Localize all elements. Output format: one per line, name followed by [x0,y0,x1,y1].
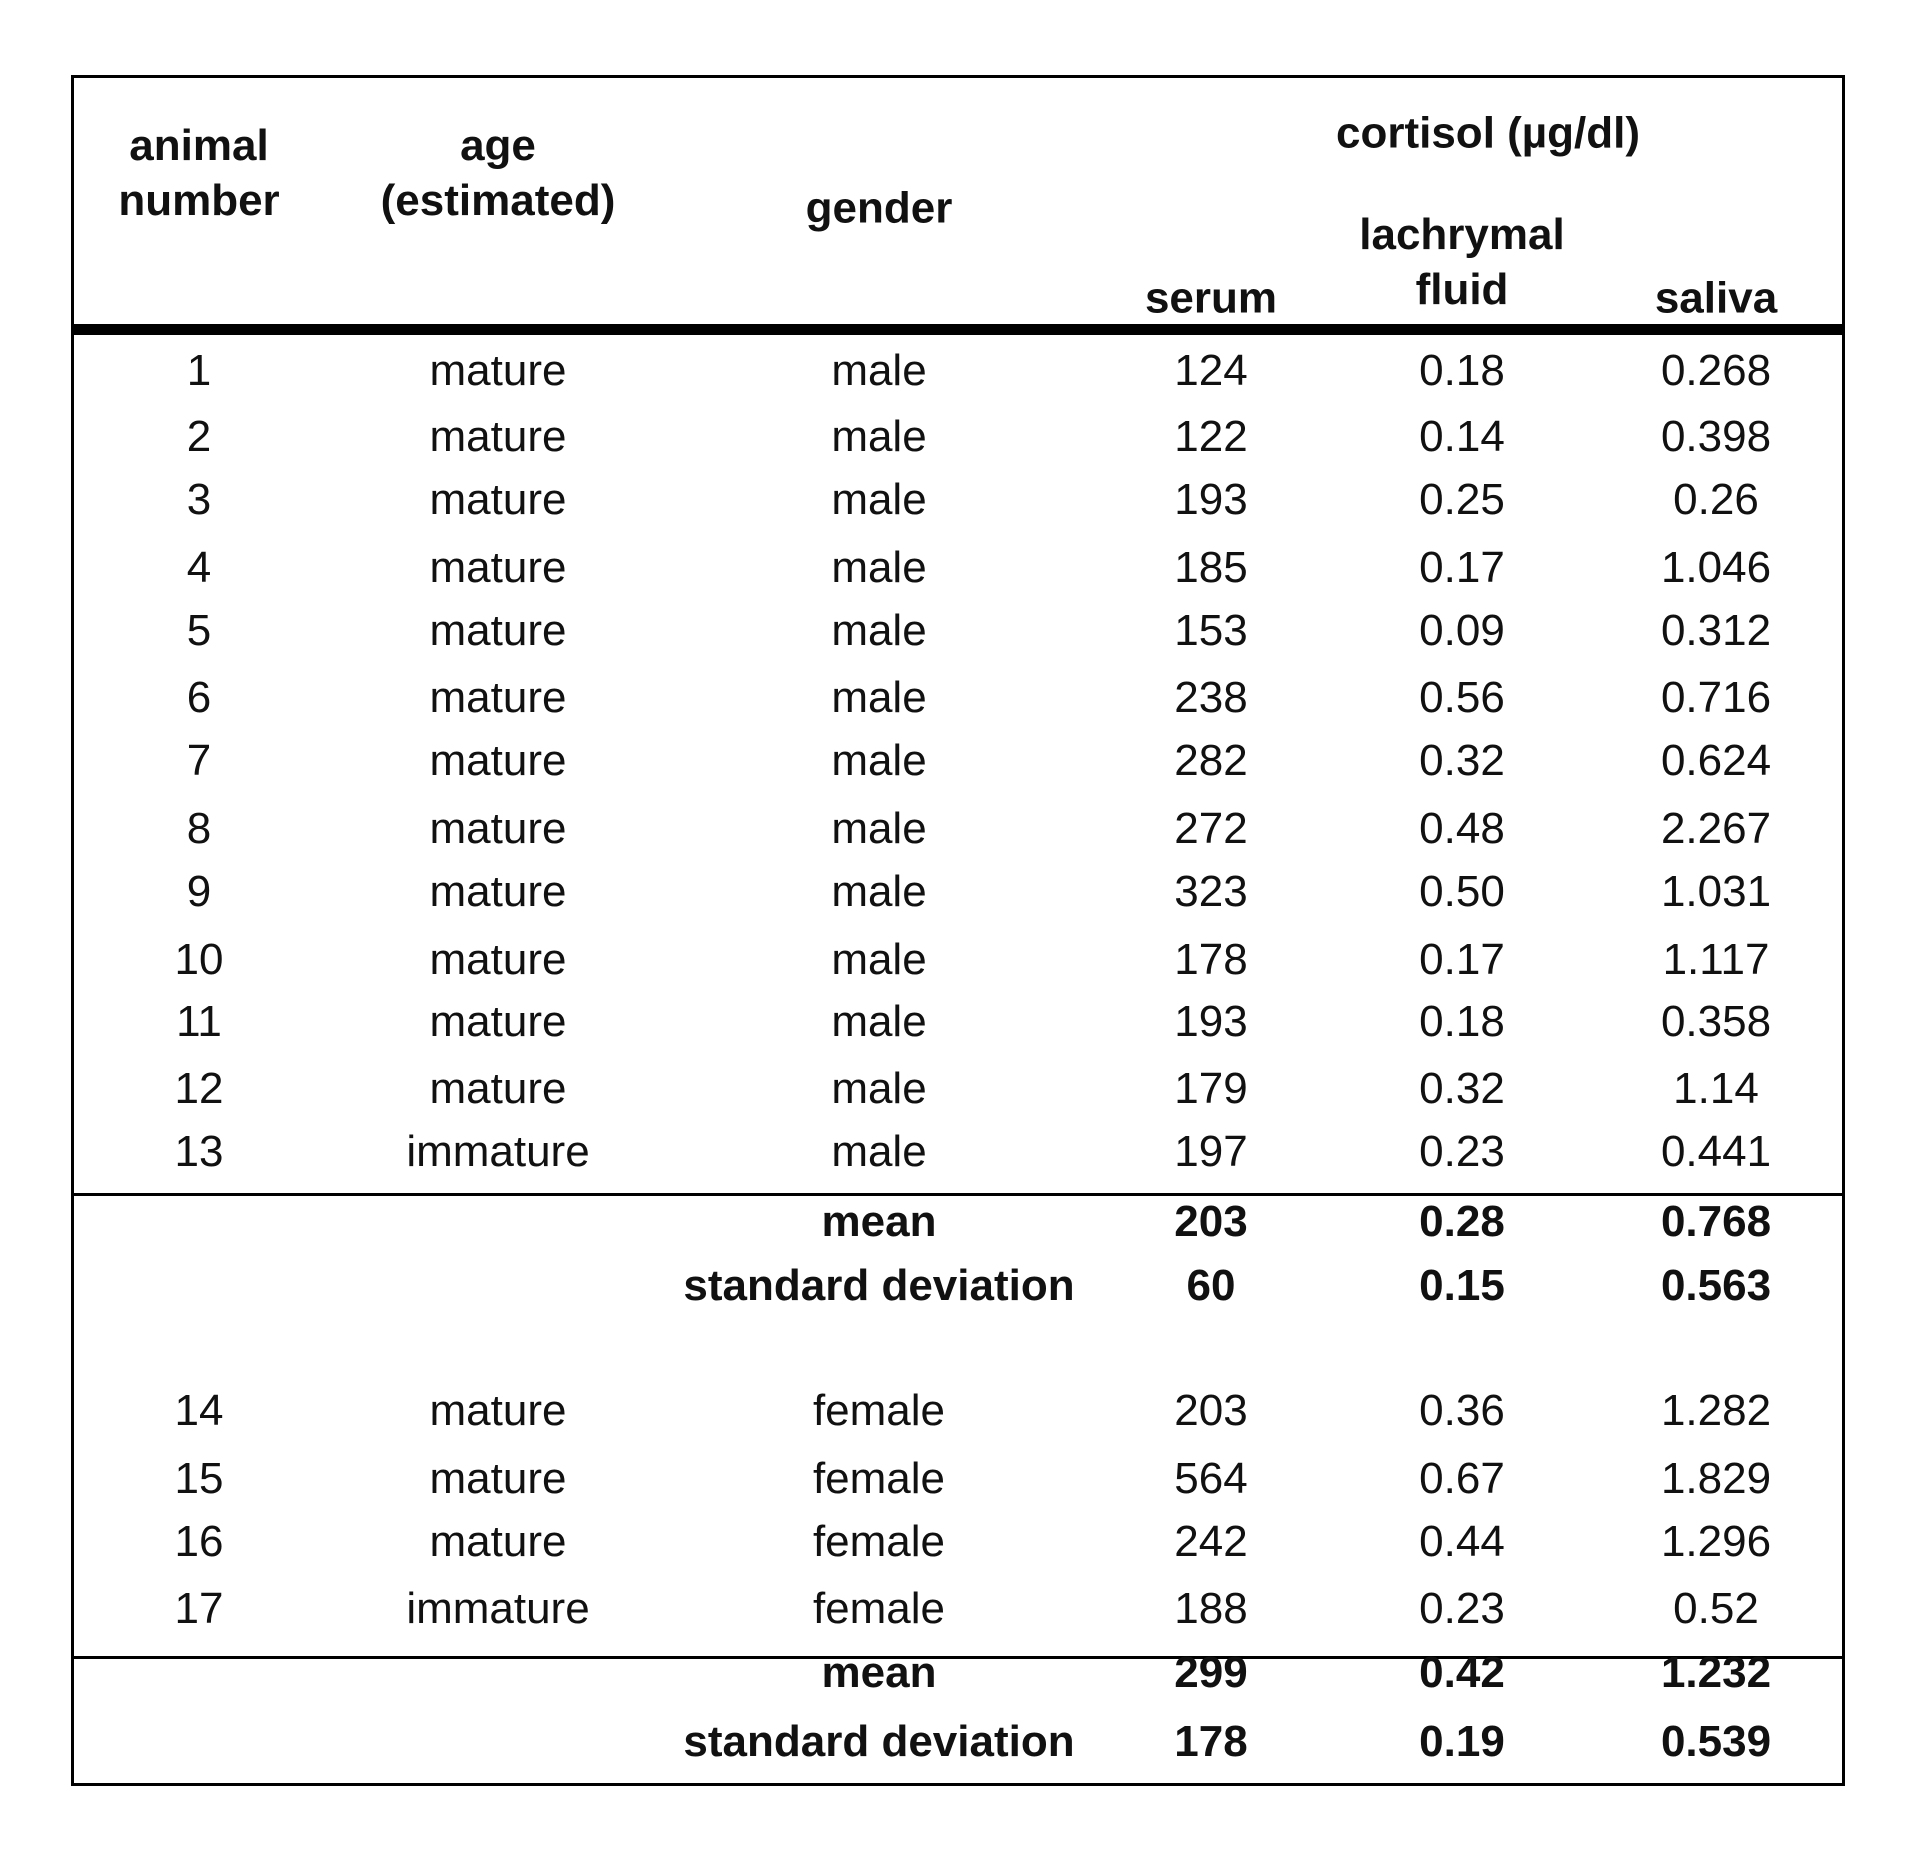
cell-saliva: 0.398 [1660,412,1772,461]
cell-animal: 17 [174,1584,224,1633]
cell-lachrymal: 0.50 [1419,867,1505,916]
cell-saliva: 0.358 [1660,997,1772,1046]
cell-age: mature [429,412,567,461]
cell-gender: male [831,935,927,984]
cell-saliva: 0.312 [1660,606,1772,655]
cell-lachrymal-fluid: 0.15 [1419,1261,1505,1310]
cell-saliva: 1.14 [1673,1064,1759,1113]
cell-animal: 16 [174,1517,224,1566]
cell-saliva: 1.296 [1660,1517,1772,1566]
header-cortisol: cortisol (µg/dl) [1335,108,1641,158]
cell-gender: female [812,1386,946,1435]
cell-gender: male [831,1127,927,1176]
cell-gender: female [812,1584,946,1633]
cortisol-table [71,75,1845,1786]
cell-serum: 193 [1174,475,1248,524]
cell-serum: 197 [1174,1127,1248,1176]
cell-saliva: 0.539 [1660,1717,1772,1766]
cell-age: mature [429,606,567,655]
cell-lachrymal: 0.56 [1419,673,1505,722]
cell-age: immature [406,1584,590,1633]
cell-serum: 124 [1174,346,1248,395]
cell-gender: male [831,997,927,1046]
cell-animal: 10 [174,935,224,984]
cell-gender: male [831,673,927,722]
cell-gender: female [812,1454,946,1503]
cell-saliva: 1.829 [1660,1454,1772,1503]
cell-animal: 2 [186,412,212,461]
cell-lachrymal: 0.32 [1419,1064,1505,1113]
cell-gender: male [831,867,927,916]
cell-age: mature [429,346,567,395]
cell-lachrymal: 0.18 [1419,346,1505,395]
header-age: age (estimated) [380,121,616,225]
cell-age: mature [429,997,567,1046]
cell-lachrymal: 0.48 [1419,804,1505,853]
cell-saliva: 1.046 [1660,543,1772,592]
cell-animal: 14 [174,1386,224,1435]
cell-age: mature [429,543,567,592]
cell-saliva: 0.268 [1660,346,1772,395]
cell-gender: male [831,606,927,655]
cell-serum: 178 [1174,1717,1248,1766]
cell-serum: 185 [1174,543,1248,592]
cell-animal: 4 [186,543,212,592]
cell-serum: 282 [1174,736,1248,785]
cell-age: immature [406,1127,590,1176]
cell-serum: 178 [1174,935,1248,984]
cell-gender: male [831,543,927,592]
cell-serum: 60 [1186,1261,1236,1310]
cell-lachrymal: 0.23 [1419,1584,1505,1633]
cell-saliva: 0.624 [1660,736,1772,785]
cell-serum: 272 [1174,804,1248,853]
cell-saliva: 0.563 [1660,1261,1772,1310]
cell-age: mature [429,1064,567,1113]
cell-saliva: 0.768 [1660,1197,1772,1246]
cell-lachrymal: 0.67 [1419,1454,1505,1503]
cell-serum: 564 [1174,1454,1248,1503]
cell-lachrymal: 0.32 [1419,736,1505,785]
cell-age: mature [429,1517,567,1566]
cell-saliva: 1.031 [1660,867,1772,916]
cell-serum: 188 [1174,1584,1248,1633]
stat-label: mean [821,1648,937,1697]
cell-animal: 3 [186,475,212,524]
cell-saliva: 0.441 [1660,1127,1772,1176]
cell-animal: 9 [186,867,212,916]
cell-serum: 299 [1174,1648,1248,1697]
cell-gender: female [812,1517,946,1566]
header-lachrymal-fluid: lachrymal fluid [1359,210,1565,314]
cell-saliva: 0.26 [1673,475,1759,524]
cell-serum: 153 [1174,606,1248,655]
cell-gender: male [831,1064,927,1113]
cell-lachrymal: 0.23 [1419,1127,1505,1176]
cell-age: mature [429,935,567,984]
stat-label: mean [821,1197,937,1246]
cell-animal: 1 [186,346,212,395]
cell-serum: 193 [1174,997,1248,1046]
cell-lachrymal: 0.09 [1419,606,1505,655]
cell-serum: 179 [1174,1064,1248,1113]
cell-animal: 8 [186,804,212,853]
cell-lachrymal: 0.18 [1419,997,1505,1046]
cell-saliva: 2.267 [1660,804,1772,853]
cell-age: mature [429,804,567,853]
cell-age: mature [429,867,567,916]
cell-lachrymal: 0.44 [1419,1517,1505,1566]
male-summary-rule [71,1193,1845,1196]
cell-lachrymal-fluid: 0.19 [1419,1717,1505,1766]
cell-animal: 12 [174,1064,224,1113]
header-serum: serum [1144,273,1278,323]
stat-label: standard deviation [683,1261,1075,1310]
cell-serum: 203 [1174,1386,1248,1435]
cell-saliva: 1.117 [1662,935,1770,984]
cell-saliva: 1.232 [1660,1648,1772,1697]
header-gender: gender [805,183,953,233]
cell-animal: 15 [174,1454,224,1503]
cell-lachrymal: 0.17 [1419,935,1505,984]
cell-animal: 6 [186,673,212,722]
cell-gender: male [831,736,927,785]
cell-gender: male [831,804,927,853]
cell-lachrymal: 0.25 [1419,475,1505,524]
cell-saliva: 0.52 [1673,1584,1759,1633]
cell-gender: male [831,346,927,395]
cell-animal: 5 [186,606,212,655]
stat-label: standard deviation [683,1717,1075,1766]
cell-gender: male [831,412,927,461]
cell-lachrymal-fluid: 0.28 [1419,1197,1505,1246]
cell-age: mature [429,736,567,785]
cell-age: mature [429,673,567,722]
cell-gender: male [831,475,927,524]
header-rule [71,324,1845,335]
cell-serum: 238 [1174,673,1248,722]
header-animal-number: animal number [118,121,280,225]
cell-serum: 203 [1174,1197,1248,1246]
cell-lachrymal: 0.36 [1419,1386,1505,1435]
female-summary-rule [71,1656,1845,1659]
cell-saliva: 1.282 [1660,1386,1772,1435]
cell-animal: 7 [186,736,212,785]
cell-age: mature [429,475,567,524]
cell-lachrymal-fluid: 0.42 [1419,1648,1505,1697]
cell-serum: 122 [1174,412,1248,461]
cell-animal: 13 [174,1127,224,1176]
cell-lachrymal: 0.14 [1419,412,1505,461]
cell-animal: 11 [176,997,222,1046]
cell-lachrymal: 0.17 [1419,543,1505,592]
cell-serum: 323 [1174,867,1248,916]
cell-age: mature [429,1386,567,1435]
cell-saliva: 0.716 [1660,673,1772,722]
header-saliva: saliva [1654,273,1778,323]
cell-serum: 242 [1174,1517,1248,1566]
cell-age: mature [429,1454,567,1503]
